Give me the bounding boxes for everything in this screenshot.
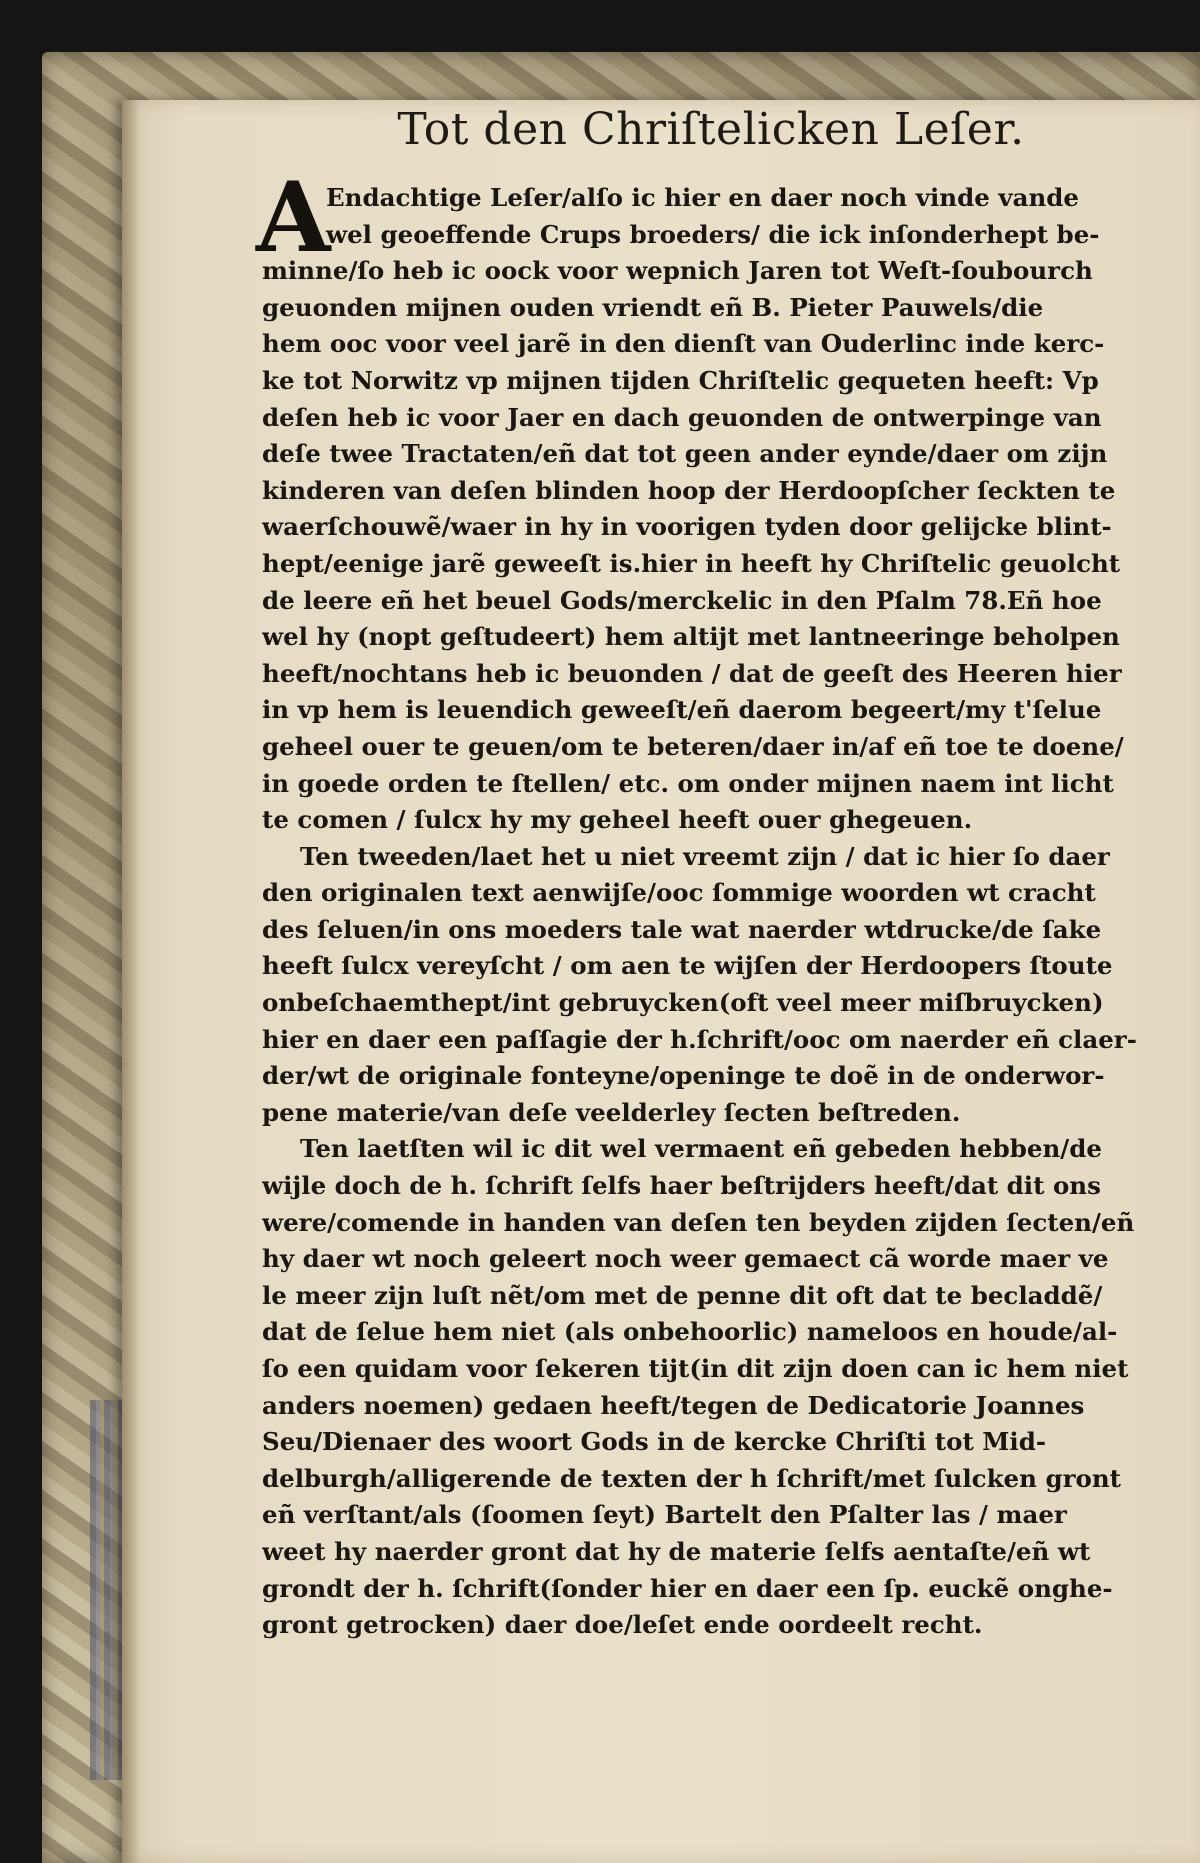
- text-line: were/comende in handen van deſen ten beyden zijden ſecten/eñ: [262, 1207, 1135, 1237]
- text-line: geuonden mijnen ouden vriendt eñ B. Pieter Pauwels/die: [262, 292, 1044, 322]
- text-line: grondt der h. ſchrift(ſonder hier en daer een ſp. euckẽ onghe-: [262, 1573, 1113, 1603]
- text-line: waerſchouwẽ/waer in hy in voorigen tyden door gelijcke blint-: [262, 512, 1112, 542]
- text-line: Seu/Dienaer des woort Gods in de kercke Chriſti tot Mid-: [262, 1427, 1047, 1457]
- text-line: Ten laetſten wil ic dit wel vermaent eñ gebeden hebben/de: [300, 1134, 1102, 1164]
- text-line: Ten tweeden/laet het u niet vreemt zijn / dat ic hier ſo daer: [300, 841, 1110, 871]
- text-line: geheel ouer te geuen/om te beteren/daer in/af eñ toe te doene/: [262, 731, 1124, 761]
- page-gutter-shadow: [122, 100, 140, 1863]
- body-text: [256, 161, 1167, 1644]
- text-line: delburgh/alligerende de texten der h ſchrift/met ſulcken gront: [262, 1463, 1121, 1493]
- book-page: [122, 100, 1200, 1863]
- text-line: wijle doch de h. ſchrift ſelfs haer beſtrijders heeft/dat dit ons: [262, 1171, 1101, 1201]
- text-line: der/wt de originale fonteyne/openinge te doẽ in de onderwor-: [262, 1061, 1105, 1091]
- text-line: gront getrocken) daer doe/leſet ende oordeelt recht.: [262, 1610, 983, 1640]
- text-line: ſo een quidam voor ſekeren tijt(in dit zijn doen can ic hem niet: [262, 1354, 1129, 1383]
- text-line: wel hy (nopt geſtudeert) hem altijt met lantneeringe beholpen: [262, 622, 1120, 652]
- paragraph-1: [256, 161, 1167, 839]
- text-line: hy daer wt noch geleert noch weer gemaect cã worde maer ve: [262, 1244, 1109, 1274]
- text-line: onbeſchaemthept/int gebruycken(oft veel meer miſbruycken): [262, 988, 1104, 1018]
- paragraph-3: [262, 1131, 1167, 1643]
- text-line: hier en daer een paſſagie der h.ſchrift/ooc om naerder eñ claer-: [262, 1024, 1137, 1054]
- drop-cap-initial: A: [256, 161, 331, 274]
- text-line: in goede orden te ſtellen/ etc. om onder mijnen naem int licht: [262, 768, 1114, 798]
- text-line: heeft/nochtans heb ic beuonden / dat de geeſt des Heeren hier: [262, 658, 1122, 688]
- text-line: ke tot Norwitz vp mijnen tijden Chriſtelic gequeten heeft: Vp: [262, 365, 1099, 395]
- text-line: wel geoeffende Crups broeders/ die ick inſonderhept be-: [326, 219, 1100, 249]
- text-line: te comen / ſulcx hy my geheel heeft ouer ghegeuen.: [262, 805, 973, 835]
- paragraph-2: [262, 839, 1167, 1132]
- text-line: kinderen van deſen blinden hoop der Herdoopſcher ſeckten te: [262, 475, 1116, 505]
- text-line: weet hy naerder gront dat hy de materie ſelfs aentaſte/eñ wt: [262, 1536, 1091, 1566]
- text-line: Endachtige Leſer/alſo ic hier en daer noch vinde vande: [326, 183, 1080, 212]
- text-line: dat de ſelue hem niet (als onbehoorlic) nameloos en houde/al-: [262, 1317, 1118, 1347]
- text-line: eñ verſtant/als (ſoomen ſeyt) Bartelt den Pſalter las / maer: [262, 1500, 1067, 1530]
- text-line: de leere eñ het beuel Gods/merckelic in den Pſalm 78.Eñ hoe: [262, 585, 1102, 615]
- text-line: den originalen text aenwijſe/ooc ſommige woorden wt cracht: [262, 878, 1096, 908]
- text-line: minne/ſo heb ic oock voor wepnich Jaren tot Weſt-ſoubourch: [262, 256, 1093, 286]
- text-line: anders noemen) gedaen heeft/tegen de Dedicatorie Joannes: [262, 1390, 1085, 1420]
- text-line: hept/eenige jarẽ geweeſt is.hier in heeft hy Chriſtelic geuolcht: [262, 548, 1121, 578]
- text-line: hem ooc voor veel jarẽ in den dienſt van Ouderlinc inde kerc-: [262, 329, 1105, 359]
- text-line: heeft ſulcx vereyſcht / om aen te wijſen der Herdoopers ſtoute: [262, 951, 1113, 981]
- text-line: des ſeluen/in ons moeders tale wat naerder wtdrucke/de ſake: [262, 914, 1102, 944]
- text-line: le meer zijn luſt nẽt/om met de penne dit oft dat te becladdẽ/: [262, 1280, 1103, 1310]
- page-title: Tot den Chriſtelicken Leſer.: [397, 104, 1025, 155]
- text-line: deſe twee Tractaten/eñ dat tot geen ander eynde/daer om zijn: [262, 439, 1108, 469]
- text-line: pene materie/van deſe veelderley ſecten beſtreden.: [262, 1097, 961, 1127]
- text-line: deſen heb ic voor Jaer en dach geuonden de ontwerpinge van: [262, 402, 1102, 432]
- text-line: in vp hem is leuendich geweeſt/eñ daerom begeert/my t'ſelue: [262, 695, 1102, 725]
